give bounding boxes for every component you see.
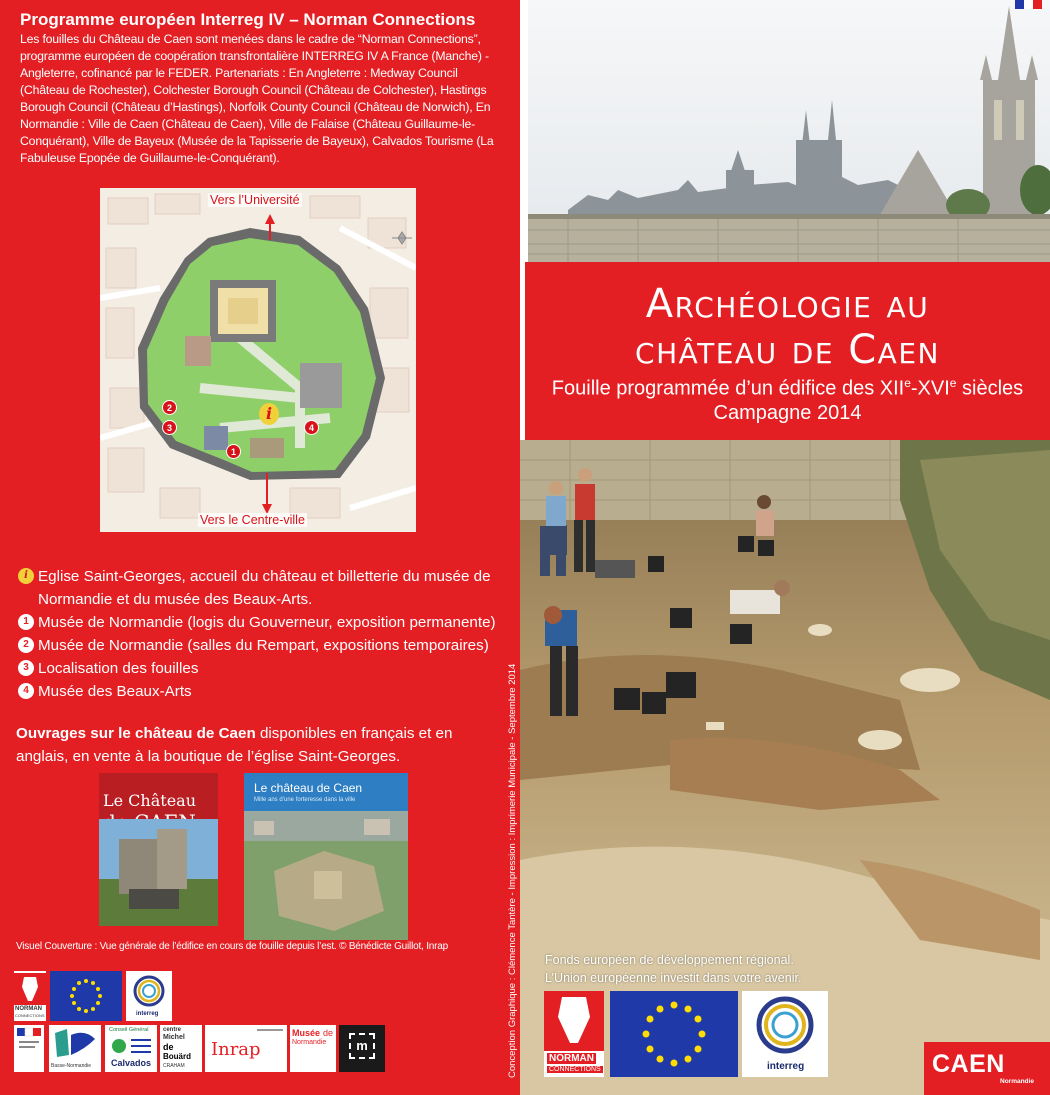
musee-text-b: de xyxy=(323,1028,334,1038)
main-title-line-1: Archéologie au xyxy=(645,281,930,327)
caen-skyline-photo xyxy=(528,0,1050,262)
subtitle-part-c: siècles xyxy=(956,377,1024,400)
apple-icon xyxy=(105,1036,157,1056)
title-band xyxy=(525,262,1050,440)
interreg-logo xyxy=(126,971,172,1021)
feder-notice xyxy=(545,951,845,987)
calvados-logo xyxy=(105,1025,157,1072)
subtitle-part-b: -XVI xyxy=(910,377,950,400)
books-paragraph xyxy=(16,722,506,768)
region-basse-normandie-logo xyxy=(49,1025,101,1072)
number-2-icon: 2 xyxy=(18,637,34,653)
norman-helmet-icon xyxy=(544,991,604,1051)
musee-de-normandie-logo xyxy=(290,1025,336,1072)
map-marker-4: 4 xyxy=(304,420,319,435)
number-3-icon: 3 xyxy=(18,660,34,676)
book-cover-le-chateau-de-caen xyxy=(244,773,408,940)
michel-text-a: centre xyxy=(163,1027,182,1033)
map-marker-1: 1 xyxy=(226,444,241,459)
norman-connections-logo-large xyxy=(544,991,604,1077)
legend-text: Musée des Beaux-Arts xyxy=(38,683,192,700)
books-heading: Ouvrages sur le château de Caen xyxy=(16,725,256,742)
feder-line-2: L’Union européenne investit dans votre avenir. xyxy=(545,971,802,985)
map-legend xyxy=(18,565,508,703)
map-marker-3: 3 xyxy=(162,420,177,435)
interreg-logo-label: interreg xyxy=(136,1011,159,1017)
map-label-city-centre: Vers le Centre-ville xyxy=(200,513,305,527)
mba-label: m xyxy=(349,1033,375,1059)
legend-item-4 xyxy=(18,680,508,703)
books-description: disponibles en français et en anglais, en vente à la boutique de l’église Saint-Georges. xyxy=(16,725,453,765)
legend-item-2 xyxy=(18,634,508,657)
prefecture-logo xyxy=(14,1025,44,1072)
inrap-label: Inrap xyxy=(211,1039,261,1060)
book-cover-aerial-photo xyxy=(244,811,408,940)
map-marker-info: i xyxy=(259,403,279,425)
interreg-title: Programme européen Interreg IV – Norman Connections xyxy=(20,10,476,29)
subtitle-sup-2: e xyxy=(949,376,957,390)
norman-helmet-icon xyxy=(14,973,46,1005)
region-label: Basse-Normandie xyxy=(51,1063,92,1069)
map-marker-2: 2 xyxy=(162,400,177,415)
subtitle-part-a: Fouille programmée d’un édifice des XII xyxy=(551,377,905,400)
eu-flag-logo-large xyxy=(610,991,738,1077)
main-title-line-2: château de Caen xyxy=(635,327,940,373)
cover-caption: Visuel Couverture : Vue générale de l’édifice en cours de fouille depuis l’est. © Bénédicte Guillot, Inrap xyxy=(16,941,448,952)
left-panel xyxy=(0,0,520,1095)
info-icon: i xyxy=(18,568,34,584)
book-cover-subtitle: Mille ans d’une forteresse dans la ville xyxy=(254,797,356,803)
map-label-university: Vers l’Université xyxy=(210,193,300,207)
book-cover-chateau-de-caen xyxy=(99,773,218,926)
legend-item-1 xyxy=(18,611,508,634)
castle-map xyxy=(100,188,416,532)
musee-text-c: Normandie xyxy=(292,1039,327,1046)
inrap-logo xyxy=(205,1025,287,1072)
flag-white xyxy=(1024,0,1033,9)
michel-text-d: Bouärd xyxy=(163,1052,191,1061)
credit-vertical: Conception Graphique : Clémence Tantère - Impression : Imprimerie Municipale - Septembre 2014 xyxy=(507,663,518,1078)
norman-logo-label: NORMAN xyxy=(15,1006,42,1012)
legend-item-3 xyxy=(18,657,508,680)
number-1-icon: 1 xyxy=(18,614,34,630)
legend-text: Eglise Saint-Georges, accueil du château et billetterie du musée de Normandie et du musée des Beaux-Arts. xyxy=(38,568,491,608)
region-wave-icon xyxy=(49,1025,101,1061)
norman-logo-label: NORMAN xyxy=(549,1053,594,1064)
mba-caen-logo xyxy=(339,1025,385,1072)
michel-text-e: CRAHAM xyxy=(163,1063,185,1069)
calvados-header: Conseil Général xyxy=(109,1027,149,1033)
subtitle xyxy=(525,370,1050,402)
campaign-year: Campagne 2014 xyxy=(713,402,862,424)
legend-text: Musée de Normandie (salles du Rempart, expositions temporaires) xyxy=(38,637,489,654)
interreg-logo-large xyxy=(742,991,828,1077)
eu-stars-icon xyxy=(50,971,122,1021)
musee-text-a: Musée xyxy=(292,1028,321,1038)
eu-stars-icon xyxy=(610,991,738,1077)
inrap-divider xyxy=(257,1029,283,1031)
marianne-icon xyxy=(14,1025,44,1055)
eu-flag-logo xyxy=(50,971,122,1021)
norman-logo-sublabel: CONNECTIONS xyxy=(15,1013,45,1018)
flag-blue xyxy=(1015,0,1024,9)
subtitle-sup-1: e xyxy=(904,376,911,390)
interreg-rings-icon xyxy=(742,991,828,1055)
castle-map-drawing xyxy=(100,188,416,532)
norman-logo-sublabel: CONNECTIONS xyxy=(549,1066,601,1073)
number-4-icon: 4 xyxy=(18,683,34,699)
caen-logo: CAEN xyxy=(932,1050,1005,1078)
feder-line-1: Fonds européen de développement régional. xyxy=(545,953,794,967)
legend-item-info xyxy=(18,565,508,611)
centre-michel-de-bouard-logo xyxy=(160,1025,202,1072)
michel-text-b: Michel xyxy=(163,1034,185,1041)
flag-red xyxy=(1033,0,1042,9)
interreg-logo-label: interreg xyxy=(767,1061,805,1072)
legend-text: Localisation des fouilles xyxy=(38,660,199,677)
legend-text: Musée de Normandie (logis du Gouverneur, exposition permanente) xyxy=(38,614,496,631)
book-cover-title: Le château de Caen xyxy=(254,781,363,795)
interreg-rings-icon xyxy=(126,974,172,1010)
calvados-label: Calvados xyxy=(111,1058,152,1068)
michel-text-c: de xyxy=(163,1042,174,1052)
interreg-text: Les fouilles du Château de Caen sont menées dans le cadre de “Norman Connections”, programme européen de coopération transfrontalière INTERREG IV A France (Manche) - Angleterre, cofinancé par le FEDER. Partenariats : En Angleterre : Medway Council (Château de Rochester), Colchester Borough Council (Château de Colchester), Hastings Borough Council (Château d’Hastings), Norfolk County Council (Château de Norwich), En Normandie : Ville de Caen (Château de Caen), Ville de Falaise (Château Guillaume-le-Conquérant), Ville de Bayeux (Musée de la Tapisserie de Bayeux), Calvados Tourisme (La Fabuleuse Epopée de Guillaume-le-Conquérant). xyxy=(20,32,494,165)
book-cover-photo xyxy=(99,819,218,926)
right-panel xyxy=(520,0,1050,1095)
caen-logo-sub: Normandie xyxy=(1000,1078,1034,1085)
book-cover-title-a: Le Château xyxy=(103,791,197,810)
norman-connections-logo xyxy=(14,971,46,1021)
